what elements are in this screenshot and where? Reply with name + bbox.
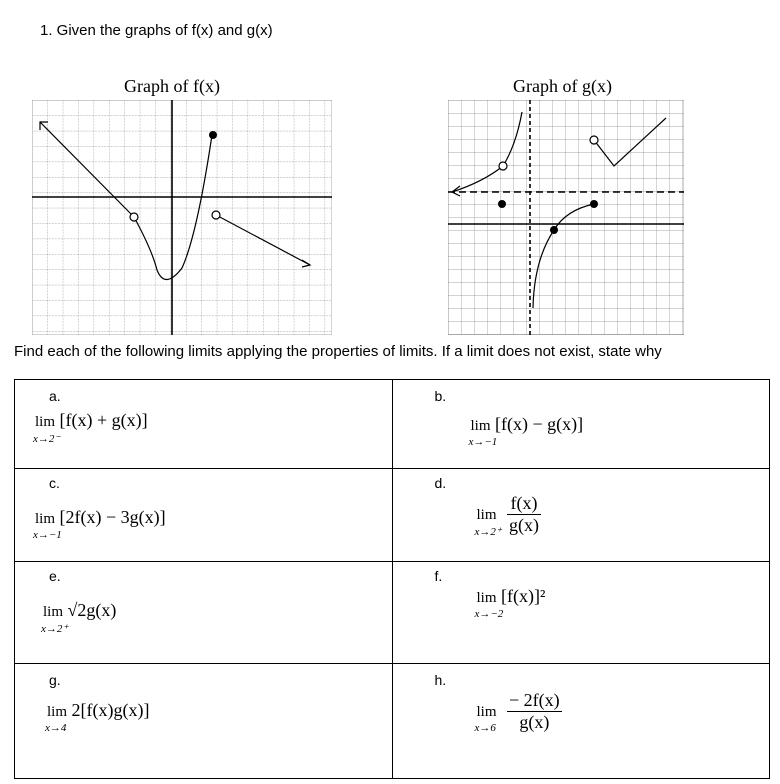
limit-expression: [2f(x) − 3g(x)]	[59, 507, 166, 527]
limit-expression: [f(x) + g(x)]	[59, 410, 148, 430]
fraction-denominator: g(x)	[509, 515, 540, 535]
g-closed-point-2	[550, 226, 558, 234]
lim-label: lim x→6	[474, 703, 497, 734]
limit-cell-c	[15, 469, 393, 562]
limit-letter: g.	[49, 672, 61, 688]
fraction-numerator: f(x)	[507, 493, 541, 515]
limit-cell-b	[392, 380, 770, 469]
lim-label: lim x→2⁺	[474, 506, 502, 538]
limit-letter: f.	[434, 568, 443, 584]
f-open-point-left	[130, 213, 138, 221]
graph-f	[32, 100, 332, 335]
lim-label: lim x→−1	[468, 418, 498, 448]
g-open-point-1	[499, 162, 507, 170]
limit-cell-e	[15, 562, 393, 664]
graph-g-title: Graph of g(x)	[513, 76, 612, 96]
f-closed-point	[209, 131, 217, 139]
limit-letter: b.	[434, 388, 447, 404]
limit-expression: [f(x) − g(x)]	[495, 414, 584, 434]
limit-cell-a	[15, 380, 393, 469]
lim-label: lim x→4	[45, 704, 68, 734]
fraction-numerator: − 2f(x)	[509, 690, 560, 710]
g-open-point-2	[590, 136, 598, 144]
limit-expression: [f(x)]²	[501, 586, 546, 606]
instructions: Find each of the following limits applying the properties of limits. If a limit does not exist, state why	[14, 343, 662, 360]
graph-g	[448, 100, 684, 335]
limit-letter: a.	[49, 388, 61, 404]
lim-label: lim x→2⁺	[41, 604, 69, 635]
limit-cell-d	[392, 469, 770, 562]
lim-label: lim x→−2	[474, 590, 504, 620]
limit-letter: c.	[49, 475, 60, 491]
limit-letter: d.	[434, 475, 447, 491]
limit-fraction	[507, 493, 541, 536]
limit-fraction	[507, 690, 562, 733]
limits-table	[14, 379, 770, 779]
limit-cell-g	[15, 664, 393, 779]
limit-expression: √2g(x)	[67, 600, 117, 620]
limit-letter: e.	[49, 568, 61, 584]
lim-label: lim x→2⁻	[33, 414, 61, 445]
g-closed-point-3	[590, 200, 598, 208]
f-open-point-right	[212, 211, 220, 219]
limit-cell-h	[392, 664, 770, 779]
limit-letter: h.	[434, 672, 447, 688]
limit-cell-f	[392, 562, 770, 664]
question-title: 1. Given the graphs of f(x) and g(x)	[40, 22, 273, 39]
lim-label: lim x→−1	[33, 511, 62, 541]
g-closed-point-1	[498, 200, 506, 208]
graph-f-title: Graph of f(x)	[124, 76, 220, 96]
fraction-denominator: g(x)	[519, 712, 550, 732]
limit-expression: 2[f(x)g(x)]	[71, 700, 150, 720]
